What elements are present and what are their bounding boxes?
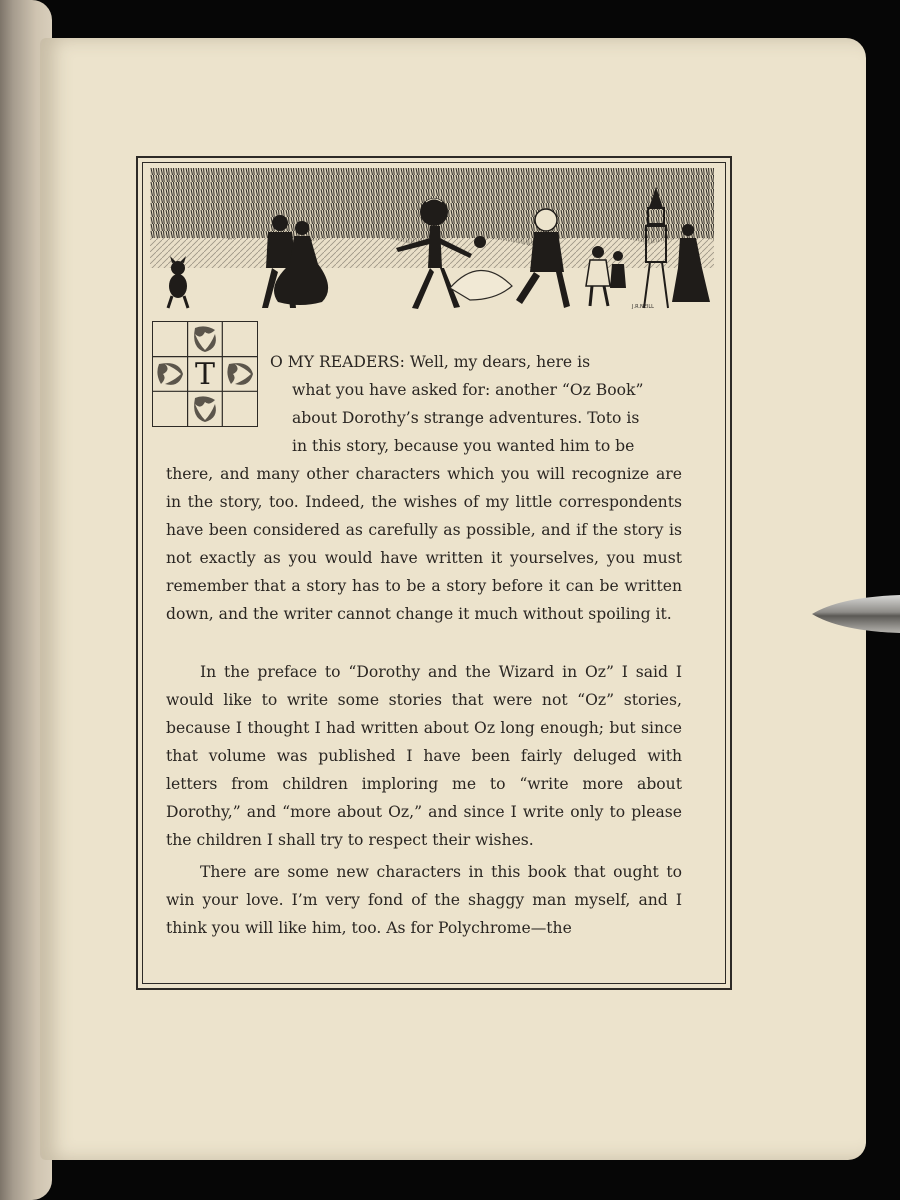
paragraph-3: There are some new characters in this book that ought to win your love. I’m very fond of the shaggy man myself, and I think you will like him, too. As for Polychrome—the — [166, 863, 682, 937]
bookmark-clip-icon — [810, 593, 900, 635]
drop-cap-ornament — [152, 321, 258, 427]
illustration-signature: J.R.NEILL — [632, 304, 654, 310]
lead-line: what you have asked for: another “Oz Book” — [292, 381, 644, 399]
drop-cap-letter: T — [194, 357, 216, 392]
lead-line: in this story, because you wanted him to be — [292, 437, 635, 455]
paragraph-2: In the preface to “Dorothy and the Wizard in Oz” I said I would like to write some stories that were not “Oz” stories, because I thought I had written about Oz long enough; but since that volume was published I have been fairly deluged with letters from children imploring me to “write more about Dorothy,” and “more about Oz,” and since I write only to please the children I shall try to respect their wishes. — [166, 663, 682, 849]
header-illustration — [150, 168, 714, 314]
book-page — [40, 38, 866, 1160]
paragraph-1-body: there, and many other characters which you will recognize are in the story, too. Indeed, the wishes of my little correspondents have been considered as carefully as possible, and if the story is not exactly as you would have written it yourselves, you must remember that a story has to be a story before it can be written down, and the writer cannot change it much without spoiling it. — [166, 465, 682, 623]
page-border-frame — [136, 156, 732, 990]
lead-line: about Dorothy’s strange adventures. Toto is — [292, 409, 640, 427]
first-line: O MY READERS: Well, my dears, here is — [270, 353, 591, 371]
